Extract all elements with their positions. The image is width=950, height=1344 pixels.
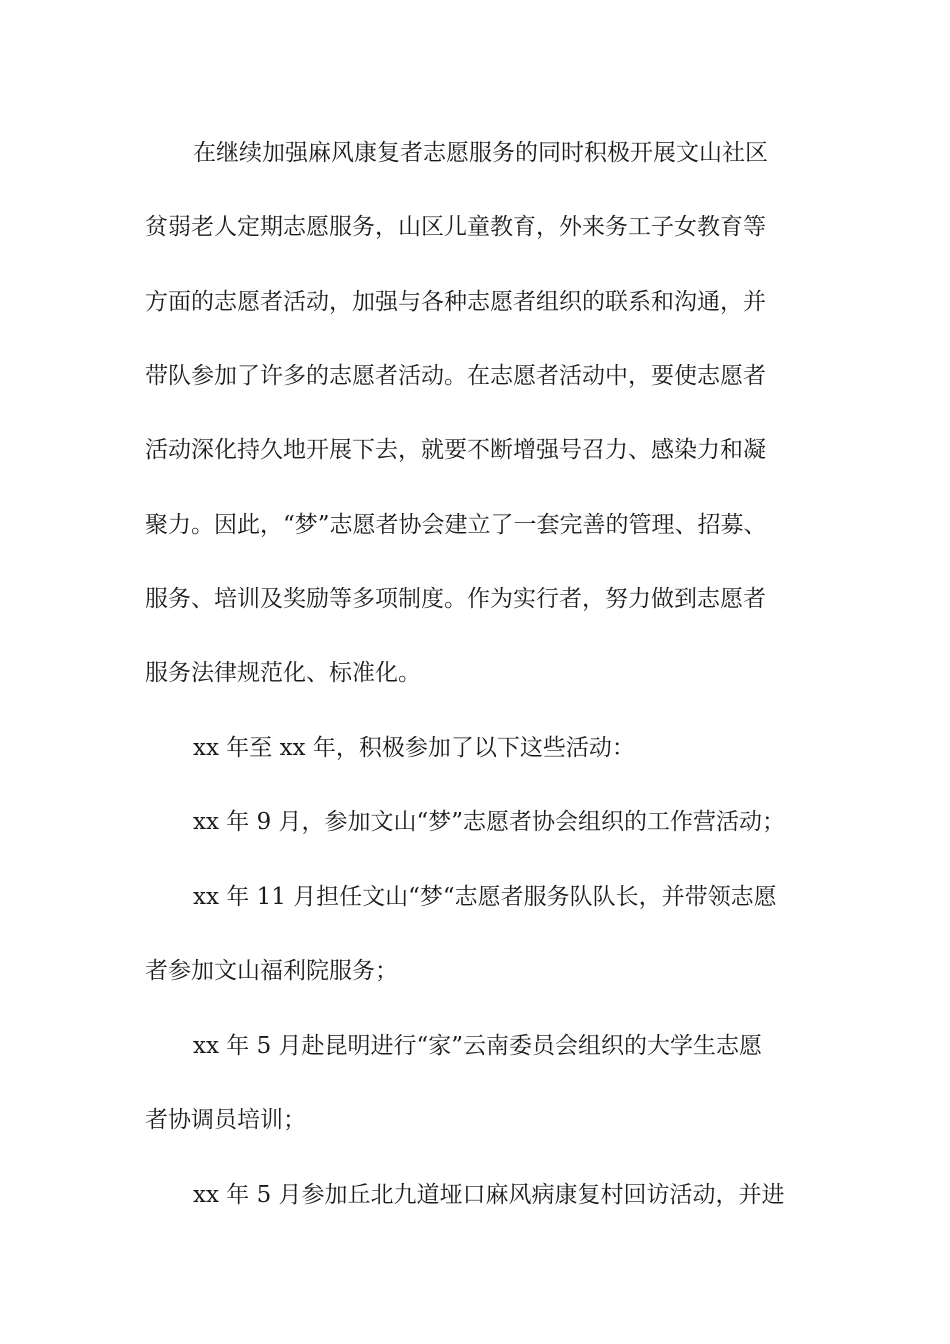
paragraph-line: 者协调员培训； (145, 1107, 306, 1133)
paragraph-line: xx 年 11 月担任文山“梦“志愿者服务队队长，并带领志愿 (193, 884, 777, 910)
paragraph-line: 者参加文山福利院服务； (145, 958, 398, 984)
paragraph-line: xx 年 9 月，参加文山“梦”志愿者协会组织的工作营活动； (193, 809, 786, 835)
paragraph-line: 活动深化持久地开展下去，就要不断增强号召力、感染力和凝 (145, 437, 766, 463)
paragraph-line: xx 年 5 月赴昆明进行“家”云南委员会组织的大学生志愿 (193, 1033, 763, 1059)
paragraph-line: 服务、培训及奖励等多项制度。作为实行者，努力做到志愿者 (145, 586, 766, 612)
paragraph-line: 方面的志愿者活动，加强与各种志愿者组织的联系和沟通，并 (145, 289, 766, 315)
paragraph-line: xx 年 5 月参加丘北九道垭口麻风病康复村回访活动，并进 (193, 1182, 785, 1208)
paragraph-line: 在继续加强麻风康复者志愿服务的同时积极开展文山社区 (193, 140, 768, 166)
paragraph-line: 服务法律规范化、标准化。 (145, 660, 421, 686)
paragraph-line: xx 年至 xx 年，积极参加了以下这些活动： (193, 735, 635, 761)
paragraph-line: 带队参加了许多的志愿者活动。在志愿者活动中，要使志愿者 (145, 363, 766, 389)
paragraph-line: 贫弱老人定期志愿服务，山区儿童教育，外来务工子女教育等 (145, 214, 766, 240)
paragraph-line: 聚力。因此，“梦”志愿者协会建立了一套完善的管理、招募、 (145, 512, 767, 538)
